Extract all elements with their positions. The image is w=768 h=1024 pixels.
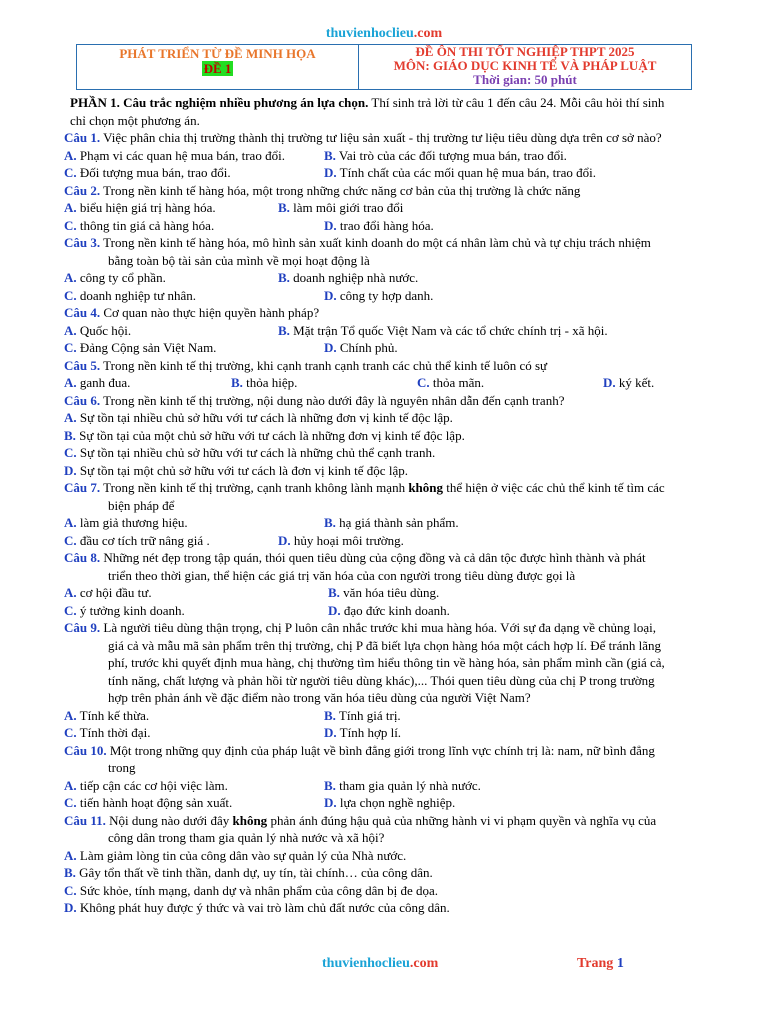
option-b: B. Gây tổn thất về tinh thần, danh dự, uy tín, tài chính… của công dân. (64, 865, 433, 880)
option-b: B. Sự tồn tại của một chủ sở hữu với tư cách là những đơn vị kinh tế độc lập. (64, 427, 465, 443)
question-8: Câu 8. Những nét đẹp trong tập quán, thói quen tiêu dùng của cộng đồng và cả dân tộc được hình thành và phát (64, 550, 646, 565)
option-b: B. Vai trò của các đối tượng mua bán, trao đổi. (324, 147, 567, 163)
option-d: D. hủy hoại môi trường. (278, 532, 404, 548)
question-2: Câu 2. Trong nền kinh tế hàng hóa, một trong những chức năng cơ bản của thị trường là chức năng (64, 182, 581, 198)
question-11: Câu 11. Nội dung nào dưới đây không phản ánh đúng hậu quả của những hành vi vi phạm quyền và nghĩa vụ của (64, 812, 657, 828)
option-d: D. Tính chất của các mối quan hệ mua bán, trao đổi. (324, 165, 596, 180)
option-a: A. Làm giảm lòng tin của công dân vào sự quản lý của Nhà nước. (64, 847, 407, 863)
part-heading (64, 94, 724, 112)
option-b: B. hạ giá thành sản phẩm. (324, 515, 459, 530)
option-d: D. trao đổi hàng hóa. (324, 217, 434, 233)
option-d: D. Chính phủ. (324, 340, 398, 355)
part-title: PHẦN 1. Câu trắc nghiệm nhiều phương án lựa chọn. (70, 95, 369, 110)
option-d: D. đạo đức kinh doanh. (328, 602, 450, 618)
question-10: Câu 10. Một trong những quy định của pháp luật về bình đẳng giới trong lĩnh vực chính trị là: nam, nữ bình đẳng (64, 742, 655, 758)
option-b: B. doanh nghiệp nhà nước. (278, 270, 419, 285)
exam-header-right (359, 45, 691, 89)
question-number: Câu 1. (64, 130, 101, 145)
option-b: B. văn hóa tiêu dùng. (328, 585, 440, 600)
question-1 (64, 129, 724, 147)
option-c: C. ý tưởng kinh doanh. (64, 602, 185, 618)
option-b: B. làm môi giới trao đổi (278, 200, 404, 215)
option-a: A. cơ hội đầu tư. (64, 585, 152, 600)
question-6: Câu 6. Trong nền kinh tế thị trường, nội dung nào dưới đây là nguyên nhân dẫn đến cạnh tranh? (64, 392, 565, 408)
option-c: C. thông tin giá cả hàng hóa. (64, 217, 215, 233)
option-a: A. ganh đua. (64, 375, 131, 390)
option-c: C. Đảng Cộng sản Việt Nam. (64, 340, 217, 355)
option-c: C. Đối tượng mua bán, trao đổi. (64, 165, 231, 180)
option-a: A. Phạm vi các quan hệ mua bán, trao đổi. (64, 147, 285, 163)
option-d: D. Không phát huy được ý thức và vai trò làm chủ đất nước của công dân. (64, 900, 450, 915)
option-a: A. Sự tồn tại nhiều chủ sở hữu với tư cách là những đơn vị kinh tế độc lập. (64, 410, 453, 425)
brand-domain: .com (413, 26, 443, 41)
option-d: D. lựa chọn nghề nghiệp. (324, 795, 456, 810)
option-a: A. Tính kế thừa. (64, 707, 150, 723)
page-footer (0, 956, 768, 974)
question-9: Câu 9. Là người tiêu dùng thận trọng, chị P luôn cân nhắc trước khi mua hàng hóa. Với sự đa dạng về chủng loại, (64, 620, 656, 635)
exam-content: PHẦN 1. Câu trắc nghiệm nhiều phương án lựa chọn. Thí sinh trả lời từ câu 1 đến câu 24. Mỗi câu hỏi thí sinh chỉ chọn một phương án. Câu 1. Việc phân chia thị trường thành thị trường tư liệu sản xuất - thị trường tư liệu tiêu dùng dựa trên cơ sở nào? A. Phạm vi các quan hệ mua bán, trao đổi. B. Vai trò của các đối tượng mua bán, trao đổi. C. Đối tượng mua bán, trao đổi. D. Tính chất của các mối quan hệ mua bán, trao đổi. Câu 2. Trong nền kinh tế hàng hóa, một trong những chức năng cơ bản của thị trường là chức năng A. biểu hiện giá trị hàng hóa. B. làm môi giới trao đổi C. thông tin giá cả hàng hóa. D. trao đổi hàng hóa. Câu 3. Trong nền kinh tế hàng hóa, mô hình sản xuất kinh doanh do một cá nhân làm chủ và tự chịu trách nhiệm bằng toàn bộ tài sản của mình về mọi hoạt động là A. công ty cổ phần. B. doanh nghiệp nhà nước. C. doanh nghiệp tư nhân. D. công ty hợp danh. Câu 4. Cơ quan nào thực hiện quyền hành pháp? A. Quốc hội. B. Mặt trận Tổ quốc Việt Nam và các tổ chức chính trị - xã hội. C. Đảng Cộng sản Việt Nam. D. Chính phủ. Câu 5. Trong nền kinh tế thị trường, khi cạnh tranh cạnh tranh các chủ thể kinh tế luôn có sự A. ganh đua. B. thỏa hiệp. C. thỏa mãn. D. ký kết. Câu 6. Trong nền kinh tế thị trường, nội dung nào dưới đây là nguyên nhân dẫn đến cạnh tranh? A. Sự tồn tại nhiều chủ sở hữu với tư cách là những đơn vị kinh tế độc lập. B. Sự tồn tại của một chủ sở hữu với tư cách là những đơn vị kinh tế độc lập. C. Sự tồn tại nhiều chủ sở hữu với tư cách là những chủ thể cạnh tranh. D. Sự tồn tại một chủ sở hữu với tư cách là đơn vị kinh tế độc lập. Câu 7. Trong nền kinh tế thị trường, cạnh tranh không lành mạnh không thể hiện ở việc các chủ thể kinh tế tìm các biện pháp để A. làm giả thương hiệu. B. hạ giá thành sản phẩm. C. đầu cơ tích trữ nâng giá . D. hủy hoại môi trường. Câu 8. Những nét đẹp trong tập quán, thói quen tiêu dùng của cộng đồng và cả dân tộc được hình thành và phát triển theo thời gian, thể hiện các giá trị văn hóa của con người trong tiêu dùng được gọi là A. cơ hội đầu tư. B. văn hóa tiêu dùng. C. ý tưởng kinh doanh. D. đạo đức kinh doanh. Câu 9. Là người tiêu dùng thận trọng, chị P luôn cân nhắc trước khi mua hàng hóa. Với sự đa dạng về chủng loại, giá cả và mẫu mã sản phẩm trên thị trường, chị P đã biết lựa chọn hàng hóa một cách hợp lí. Để tránh lãng phí, trước khi quyết định mua hàng, chị thường tìm hiểu thông tin về hàng hóa, sản phẩm mình cần (giá cả, tính năng, chất lượng và phản hồi từ người tiêu dùng khác),... Thói quen tiêu dùng của chị P trong trường hợp trên phản ánh về đặc điểm nào trong văn hóa tiêu dùng của người Việt Nam? A. Tính kế thừa. B. Tính giá trị. C. Tính thời đại. D. Tính hợp lí. Câu 10. Một trong những quy định của pháp luật về bình đẳng giới trong lĩnh vực chính trị là: nam, nữ bình đẳng trong A. tiếp cận các cơ hội việc làm. B. tham gia quản lý nhà nước. C. tiến hành hoạt động sản xuất. D. lựa chọn nghề nghiệp. Câu 11. Nội dung nào dưới đây không phản ánh đúng hậu quả của những hành vi vi phạm quyền và nghĩa vụ của công dân trong tham gia quản lý nhà nước và xã hội? A. Làm giảm lòng tin của công dân vào sự quản lý của Nhà nước. B. Gây tổn thất về tinh thần, danh dự, uy tín, tài chính… của công dân. C. Sức khỏe, tính mạng, danh dự và nhân phẩm của công dân bị đe dọa. D. Không phát huy được ý thức và vai trò làm chủ đất nước của công dân. (64, 94, 724, 917)
option-c: C. tiến hành hoạt động sản xuất. (64, 795, 233, 810)
part-instruction: Thí sinh trả lời từ câu 1 đến câu 24. Mỗi câu hỏi thí sinh (368, 95, 665, 110)
question-5: Câu 5. Trong nền kinh tế thị trường, khi cạnh tranh cạnh tranh các chủ thể kinh tế luôn có sự (64, 357, 548, 373)
option-b: B. Mặt trận Tổ quốc Việt Nam và các tổ chức chính trị - xã hội. (278, 322, 608, 338)
footer-brand: thuvienhoclieu.com (322, 956, 439, 971)
option-c: C. thỏa mãn. (417, 375, 485, 390)
option-d: D. Sự tồn tại một chủ sở hữu với tư cách là đơn vị kinh tế độc lập. (64, 462, 408, 478)
option-d: D. ký kết. (603, 375, 655, 390)
option-d: D. công ty hợp danh. (324, 287, 434, 303)
question-4: Câu 4. Cơ quan nào thực hiện quyền hành pháp? (64, 305, 320, 320)
question-7: Câu 7. Trong nền kinh tế thị trường, cạnh tranh không lành mạnh không thể hiện ở việc các chủ thể kinh tế tìm các (64, 480, 665, 495)
option-c: C. Sức khỏe, tính mạng, danh dự và nhân phẩm của công dân bị đe dọa. (64, 882, 439, 898)
page-number: Trang 1 (577, 956, 624, 971)
option-c: C. đầu cơ tích trữ nâng giá . (64, 532, 210, 548)
option-c: C. Tính thời đại. (64, 725, 151, 740)
exam-subject: MÔN: GIÁO DỤC KINH TẾ VÀ PHÁP LUẬT (393, 58, 657, 73)
option-d: D. Tính hợp lí. (324, 725, 402, 740)
exam-duration: Thời gian: 50 phút (473, 72, 577, 87)
option-a: A. Quốc hội. (64, 322, 132, 338)
option-a: A. công ty cổ phần. (64, 270, 166, 285)
exam-title: ĐỀ ÔN THI TỐT NGHIỆP THPT 2025 (415, 44, 635, 59)
part-instruction-cont: chỉ chọn một phương án. (70, 112, 200, 128)
option-a: A. biểu hiện giá trị hàng hóa. (64, 200, 216, 215)
exam-header-box (76, 44, 692, 90)
option-b: B. Tính giá trị. (324, 707, 401, 723)
option-b: B. thỏa hiệp. (231, 375, 298, 390)
option-a: A. làm giả thương hiệu. (64, 515, 188, 530)
question-8-cont: triển theo thời gian, thể hiện các giá trị văn hóa của con người trong tiêu dùng được gọi là (108, 567, 576, 583)
site-header-brand (0, 26, 768, 42)
option-a: A. tiếp cận các cơ hội việc làm. (64, 777, 228, 793)
option-c: C. doanh nghiệp tư nhân. (64, 287, 196, 303)
question-7-cont: biện pháp để (108, 497, 175, 513)
exam-code: ĐỀ 1 (203, 61, 232, 76)
option-b: B. tham gia quản lý nhà nước. (324, 777, 481, 793)
option-c: C. Sự tồn tại nhiều chủ sở hữu với tư cách là những chủ thể cạnh tranh. (64, 445, 436, 460)
exam-header-left (77, 45, 359, 89)
question-text: Việc phân chia thị trường thành thị trường tư liệu sản xuất - thị trường tư liệu tiêu dùng dựa trên cơ sở nào? (100, 130, 662, 145)
exam-source: PHÁT TRIỂN TỪ ĐỀ MINH HỌA (119, 46, 316, 61)
question-3-cont: bằng toàn bộ tài sản của mình về mọi hoạt động là (108, 252, 370, 268)
brand-name: thuvienhoclieu (325, 26, 414, 41)
question-3: Câu 3. Trong nền kinh tế hàng hóa, mô hình sản xuất kinh doanh do một cá nhân làm chủ và tự chịu trách nhiệm (64, 235, 651, 250)
